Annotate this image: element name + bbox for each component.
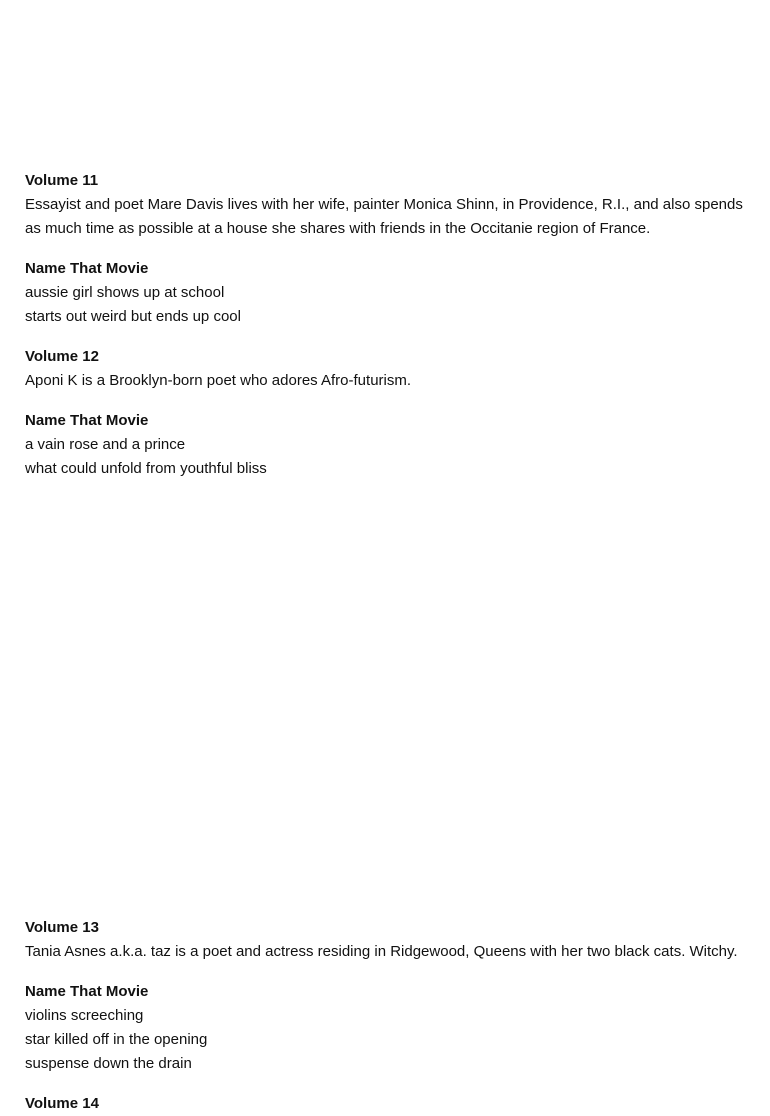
volume-entry xyxy=(25,1092,745,1116)
volume-heading: Volume 13 xyxy=(25,919,99,936)
poem-line: aussie girl shows up at school xyxy=(25,284,225,301)
poem-line: a vain rose and a prince xyxy=(25,436,186,453)
bio-paragraph: Aponi K is a Brooklyn-born poet who adores Afro-futurism. xyxy=(25,372,412,389)
volume-entry xyxy=(25,916,745,1076)
poem-line: suspense down the drain xyxy=(25,1055,192,1072)
volume-entry xyxy=(25,345,745,481)
name-that-movie-heading: Name That Movie xyxy=(25,983,149,1000)
bio-paragraph: Essayist and poet Mare Davis lives with her wife, painter Monica Shinn, in Providence, R.I., and also spends as much time as possible at a house she shares with friends in the Occitanie region of France. xyxy=(25,196,743,237)
volume-entry xyxy=(25,169,745,329)
poem-line: star killed off in the opening xyxy=(25,1031,208,1048)
poem-line: starts out weird but ends up cool xyxy=(25,308,241,325)
bio-paragraph: Tania Asnes a.k.a. taz is a poet and actress residing in Ridgewood, Queens with her two black cats. Witchy. xyxy=(25,943,738,960)
name-that-movie-heading: Name That Movie xyxy=(25,412,149,429)
volume-heading: Volume 14 xyxy=(25,1095,99,1112)
volume-heading: Volume 11 xyxy=(25,172,99,189)
name-that-movie-heading: Name That Movie xyxy=(25,260,149,277)
poem-line: violins screeching xyxy=(25,1007,144,1024)
volume-heading: Volume 12 xyxy=(25,348,99,365)
poem-line: what could unfold from youthful bliss xyxy=(25,460,267,477)
